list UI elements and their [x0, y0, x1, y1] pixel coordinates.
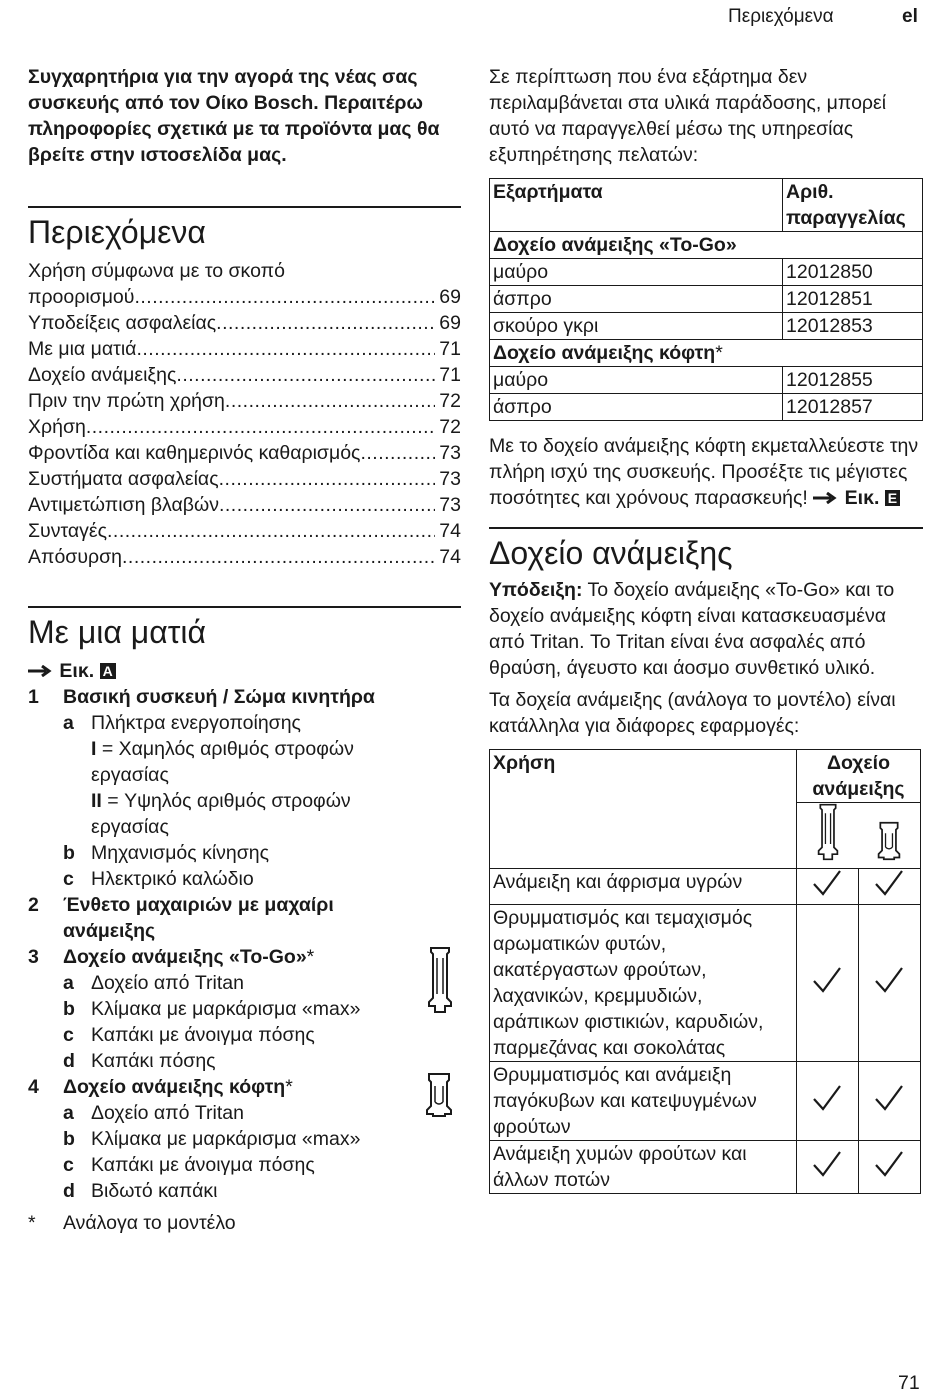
speed-symbol: II	[91, 790, 102, 812]
check-cell	[797, 869, 859, 905]
list-item	[28, 1074, 461, 1100]
glance-fig-ref	[28, 658, 461, 684]
footnote-marker: *	[306, 946, 315, 968]
header-line: ανάμειξης	[812, 778, 905, 800]
accessory-name: σκούρο γκρι	[490, 313, 783, 340]
footnote-marker: *	[715, 342, 723, 364]
toc-leader	[216, 310, 435, 336]
togo-jar-cell	[797, 803, 859, 869]
arrow-right-icon	[813, 492, 839, 504]
table-group-row: Δοχείο ανάμειξης «To-Go»	[490, 232, 923, 259]
item-label: Κλίμακα με μαρκάρισμα «max»	[91, 998, 361, 1020]
item-label: Μηχανισμός κίνησης	[91, 842, 270, 864]
item-label: = Χαμηλός αριθμός στροφών	[96, 738, 354, 760]
toc-label: Δοχείο ανάμειξης	[28, 364, 177, 386]
item-label: Ηλεκτρικό καλώδιο	[91, 868, 254, 890]
toc-label: Συνταγές	[28, 520, 108, 542]
list-item	[28, 1126, 461, 1152]
toc-leader	[136, 336, 435, 362]
toc-first-line: Χρήση σύμφωνα με το σκοπό	[28, 260, 285, 282]
list-item	[28, 996, 461, 1022]
item-label: Ένθετο μαχαιριών με μαχαίρι	[63, 894, 334, 916]
checkmark-icon	[874, 1084, 904, 1112]
jar-para: Τα δοχεία ανάμειξης (ανάλογα το μοντέλο) είναι κατάλληλα για διάφορες εφαρμογές:	[489, 689, 896, 737]
list-item	[28, 1100, 461, 1126]
accessory-name: μαύρο	[490, 259, 783, 286]
accessories-after	[489, 433, 923, 511]
item-label: Βασική συσκευή / Σώμα κινητήρα	[63, 686, 375, 708]
order-number: 12012850	[783, 259, 923, 286]
left-column	[28, 64, 461, 1236]
order-number: 12012855	[783, 367, 923, 394]
table-row	[490, 1062, 921, 1141]
list-item	[28, 710, 461, 736]
togo-jar-icon	[816, 803, 840, 861]
toc-page: 69	[439, 312, 461, 334]
table-header-cell: Χρήση	[490, 750, 797, 869]
item-letter: c	[63, 868, 74, 890]
toc-item	[28, 492, 461, 518]
checkmark-icon	[812, 1150, 842, 1178]
page-number: 71	[898, 1372, 920, 1394]
intro-text: Συγχαρητήρια για την αγορά της νέας σας συσκευής από τον Οίκο Bosch. Περαιτέρω πληροφορίες σχετικά με τα προϊόντα μας θα βρείτε στην ιστοσελίδα μας.	[28, 66, 440, 166]
toc-leader	[176, 362, 435, 388]
glance-title: Με μια ματιά	[28, 614, 206, 650]
table-row	[490, 1141, 921, 1194]
toc-label: Χρήση	[28, 416, 86, 438]
fig-ref-label: Εικ.	[59, 660, 95, 682]
toc-label: Συστήματα ασφαλείας	[28, 468, 219, 490]
note-label: Υπόδειξη:	[489, 579, 583, 601]
toc-page: 73	[439, 468, 461, 490]
list-item	[28, 814, 461, 840]
jar-section-title: Δοχείο ανάμειξης	[489, 535, 733, 571]
list-item	[28, 1178, 461, 1204]
item-label: εργασίας	[91, 764, 169, 786]
toc-page: 74	[439, 546, 461, 568]
footnote	[28, 1210, 461, 1236]
table-group-row	[490, 340, 923, 367]
check-cell	[797, 905, 859, 1062]
item-label: εργασίας	[91, 816, 169, 838]
list-item	[28, 1022, 461, 1048]
toc-leader	[107, 518, 435, 544]
toc-page: 73	[439, 494, 461, 516]
list-item	[28, 918, 461, 944]
check-cell	[858, 1141, 920, 1194]
toc-page: 69	[439, 286, 461, 308]
item-letter: b	[63, 842, 75, 864]
order-number: 12012853	[783, 313, 923, 340]
toc-page: 73	[439, 442, 461, 464]
table-row	[490, 905, 921, 1062]
accessory-name: μαύρο	[490, 367, 783, 394]
table-header-cell	[797, 750, 921, 803]
table-row	[490, 394, 923, 421]
toc-label: προορισμού	[28, 286, 135, 308]
toc-label: Υποδείξεις ασφαλείας	[28, 312, 217, 334]
toc-page: 72	[439, 390, 461, 412]
check-cell	[797, 1141, 859, 1194]
item-label: Καπάκι με άνοιγμα πόσης	[91, 1154, 315, 1176]
item-letter: b	[63, 998, 75, 1020]
chopper-jar-cell	[858, 803, 920, 869]
item-number: 1	[28, 686, 39, 708]
item-label: Καπάκι με άνοιγμα πόσης	[91, 1024, 315, 1046]
toc-item	[28, 440, 461, 466]
usage-text: Ανάμειξη χυμών φρούτων και άλλων ποτών	[490, 1141, 797, 1194]
list-item	[28, 684, 461, 710]
usage-text: Ανάμειξη και άφρισμα υγρών	[490, 869, 797, 905]
item-label: Πλήκτρα ενεργοποίησης	[91, 712, 301, 734]
item-label: Δοχείο ανάμειξης «To-Go»	[63, 946, 307, 968]
toc-item	[28, 518, 461, 544]
item-label: ανάμειξης	[63, 920, 156, 942]
jar-note	[489, 577, 923, 681]
list-item	[28, 1048, 461, 1074]
toc-item	[28, 544, 461, 570]
toc-label: Φροντίδα και καθημερινός καθαρισμός	[28, 442, 361, 464]
divider	[28, 606, 461, 608]
item-label: Βιδωτό καπάκι	[91, 1180, 218, 1202]
table-header-cell	[783, 179, 923, 232]
list-item	[28, 788, 461, 814]
item-label: Δοχείο από Tritan	[91, 1102, 244, 1124]
header-line: παραγγελίας	[786, 207, 906, 229]
item-label: Δοχείο από Tritan	[91, 972, 244, 994]
list-item	[28, 892, 461, 918]
accessories-table	[489, 178, 923, 421]
fig-letter-badge: A	[100, 663, 116, 679]
toc-label: Με μια ματιά	[28, 338, 137, 360]
speed-symbol: I	[91, 738, 97, 760]
toc-item	[28, 284, 461, 310]
item-letter: d	[63, 1050, 75, 1072]
toc-leader	[225, 388, 435, 414]
toc-label: Πριν την πρώτη χρήση	[28, 390, 225, 412]
footnote-marker: *	[28, 1212, 36, 1234]
list-item	[28, 1152, 461, 1178]
check-cell	[858, 1062, 920, 1141]
list-item	[28, 944, 461, 970]
item-label: = Υψηλός αριθμός στροφών	[101, 790, 351, 812]
item-letter: b	[63, 1128, 75, 1150]
check-cell	[858, 905, 920, 1062]
checkmark-icon	[874, 869, 904, 897]
toc-item	[28, 362, 461, 388]
header-line: Δοχείο	[826, 752, 891, 774]
accessory-name: άσπρο	[490, 286, 783, 313]
checkmark-icon	[812, 1084, 842, 1112]
table-row	[490, 869, 921, 905]
toc-item	[28, 310, 461, 336]
order-number: 12012857	[783, 394, 923, 421]
toc-item	[28, 466, 461, 492]
fig-ref-label: Εικ.	[844, 487, 880, 509]
item-label: Δοχείο ανάμειξης κόφτη	[63, 1076, 286, 1098]
item-number: 2	[28, 894, 39, 916]
toc-page: 74	[439, 520, 461, 542]
toc-leader	[86, 414, 435, 440]
toc-leader	[134, 284, 435, 310]
toc-leader	[360, 440, 435, 466]
note-text: Το δοχείο ανάμειξης «To-Go» και το δοχείο ανάμειξης κόφτη είναι κατασκευασμένα από Tritan. Το Tritan είναι ένα ασφαλές από θραύση, άγευστο και άοσμο συνθετικό υλικό.	[489, 579, 895, 679]
usage-table	[489, 749, 921, 1194]
accessories-intro: Σε περίπτωση που ένα εξάρτημα δεν περιλαμβάνεται στα υλικά παράδοσης, μπορεί αυτό να παραγγελθεί μέσω της υπηρεσίας εξυπηρέτησης πελατών:	[489, 66, 887, 166]
footnote-marker: *	[285, 1076, 293, 1098]
table-row	[490, 259, 923, 286]
header-section: Περιεχόμενα	[728, 6, 834, 27]
right-column	[489, 64, 923, 1194]
footnote-text: Ανάλογα το μοντέλο	[63, 1212, 236, 1234]
item-number: 3	[28, 946, 39, 968]
header-lang: el	[902, 6, 918, 27]
usage-text: Θρυμματισμός και ανάμειξη παγόκυβων και κατεψυγμένων φρούτων	[490, 1062, 797, 1141]
checkmark-icon	[812, 869, 842, 897]
list-item	[28, 866, 461, 892]
item-letter: c	[63, 1154, 74, 1176]
usage-text: Θρυμματισμός και τεμαχισμός αρωματικών φυτών, ακατέργαστων φρούτων, λαχανικών, κρεμμυδιών, αράπικων φιστικιών, καρυδιών, παρμεζάνας και σοκολάτας	[490, 905, 797, 1062]
group-label: Δοχείο ανάμειξης κόφτη	[493, 342, 716, 364]
toc-item	[28, 388, 461, 414]
checkmark-icon	[874, 966, 904, 994]
list-item	[28, 736, 461, 762]
table-row	[490, 313, 923, 340]
toc-leader	[219, 492, 435, 518]
contents-title: Περιεχόμενα	[28, 214, 206, 250]
order-number: 12012851	[783, 286, 923, 313]
table-row	[490, 367, 923, 394]
toc-page: 71	[439, 338, 461, 360]
toc-label: Αντιμετώπιση βλαβών	[28, 494, 219, 516]
item-letter: c	[63, 1024, 74, 1046]
after-text: Με το δοχείο ανάμειξης κόφτη εκμεταλλεύεστε την πλήρη ισχύ της συσκευής. Προσέξτε τις μέγιστες ποσότητες και χρόνους παρασκευής!	[489, 435, 919, 509]
toc-page: 71	[439, 364, 461, 386]
accessory-name: άσπρο	[490, 394, 783, 421]
item-letter: a	[63, 712, 74, 734]
list-item	[28, 970, 461, 996]
item-letter: d	[63, 1180, 75, 1202]
item-letter: a	[63, 1102, 74, 1124]
toc-leader	[122, 544, 435, 570]
list-item	[28, 762, 461, 788]
toc-item	[28, 336, 461, 362]
divider	[489, 527, 923, 529]
checkmark-icon	[812, 966, 842, 994]
arrow-right-icon	[28, 665, 54, 677]
item-label: Κλίμακα με μαρκάρισμα «max»	[91, 1128, 361, 1150]
fig-letter-badge: E	[885, 490, 900, 506]
chopper-jar-icon	[876, 821, 902, 861]
table-row	[490, 286, 923, 313]
toc-page: 72	[439, 416, 461, 438]
header-line: Αριθ.	[786, 181, 834, 203]
checkmark-icon	[874, 1150, 904, 1178]
check-cell	[797, 1062, 859, 1141]
divider	[28, 206, 461, 208]
toc-label: Απόσυρση	[28, 546, 122, 568]
toc-leader	[219, 466, 436, 492]
item-label: Καπάκι πόσης	[91, 1050, 216, 1072]
toc-item	[28, 414, 461, 440]
item-number: 4	[28, 1076, 39, 1098]
table-header-cell: Εξαρτήματα	[490, 179, 783, 232]
list-item	[28, 840, 461, 866]
check-cell	[858, 869, 920, 905]
toc	[28, 258, 461, 570]
item-letter: a	[63, 972, 74, 994]
